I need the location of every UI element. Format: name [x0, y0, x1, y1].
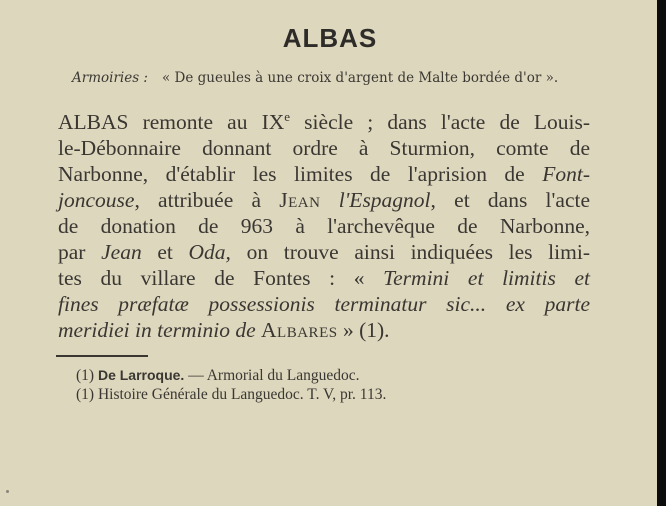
armoiries-line [72, 70, 558, 86]
text-l4f: , et dans l'acte [430, 188, 590, 213]
main-paragraph [58, 104, 590, 343]
text-l4a: joncouse [58, 188, 135, 213]
footnote-1 [76, 366, 386, 385]
footnote-2-text: Histoire Générale du Languedoc. T. V, pr. 113. [97, 386, 387, 403]
text-l4b: , attribuée à [134, 188, 280, 213]
text-l6d: Oda, [188, 240, 231, 265]
superscript-e: e [284, 109, 291, 124]
paragraph-line-4 [58, 187, 590, 213]
footnote-2-number: (1) [76, 386, 95, 403]
text-l9c: Albares [261, 318, 338, 343]
text-l9d: » (1). [337, 318, 390, 343]
footnote-2 [76, 385, 386, 404]
scan-border [657, 0, 666, 506]
paper-speck [6, 490, 9, 493]
paragraph-line-1 [58, 104, 590, 135]
paragraph-line-9 [58, 317, 590, 343]
paragraph-line-6 [58, 239, 590, 265]
footnotes [76, 366, 386, 404]
text-l4e: l'Espagnol [338, 188, 431, 213]
text-l1-rest: siècle ; dans l'acte de Louis- [290, 110, 591, 135]
text-l6b: Jean [101, 240, 142, 265]
armoiries-text: « De gueules à une croix d'argent de Malte bordée d'or ». [161, 70, 559, 86]
text-l6c: et [141, 240, 189, 265]
text-l7b: Termini et limitis et [383, 266, 590, 291]
footnote-separator [56, 355, 148, 357]
footnote-1-number: (1) [76, 367, 95, 384]
paragraph-line-8: fines præfatæ possessionis terminatur sic... ex parte [58, 292, 590, 317]
text-l3a: Narbonne, d'établir les limites de l'aprision de [58, 162, 543, 187]
armoiries-label: Armoiries : [72, 70, 148, 86]
text-l3b: Font- [542, 162, 590, 187]
text-l4d [320, 188, 338, 212]
text-l7a: tes du villare de Fontes : « [58, 266, 384, 291]
paragraph-line-2: le-Débonnaire donnant ordre à Sturmion, comte de [58, 136, 590, 161]
paragraph-line-7 [58, 265, 590, 291]
text-l9a: meridiei in terminio de [58, 318, 256, 343]
text-l1: ALBAS remonte au IX [58, 110, 285, 135]
text-l6e: on trouve ainsi indiquées les limi- [230, 240, 590, 265]
footnote-1-author: De Larroque. [97, 367, 185, 383]
text-l6a: par [58, 240, 102, 265]
footnote-1-text: — Armorial du Languedoc. [184, 367, 360, 384]
page-title: ALBAS [282, 23, 378, 53]
paragraph-line-5: de donation de 963 à l'archevêque de Narbonne, [58, 214, 590, 239]
text-l4c: Jean [279, 188, 321, 213]
paragraph-line-3 [58, 161, 590, 187]
